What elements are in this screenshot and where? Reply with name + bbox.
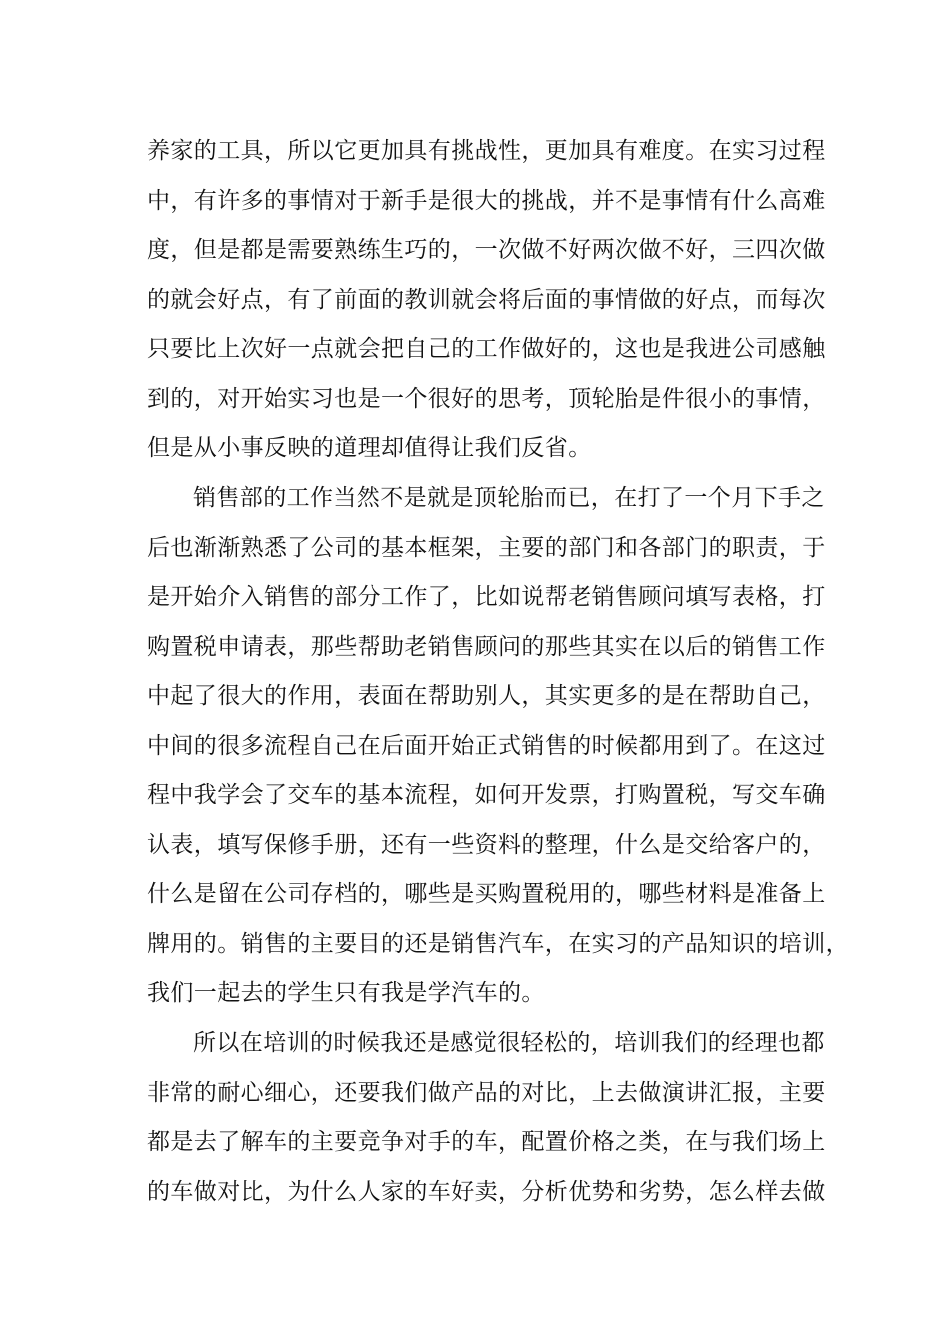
paragraph-first-line: 销售部的工作当然不是就是顶轮胎而已，在打了一个月下手之 <box>193 485 825 511</box>
paragraph-first-line: 所以在培训的时候我还是感觉很轻松的，培训我们的经理也都 <box>193 1030 825 1056</box>
text-line: 我们一起去的学生只有我是学汽车的。 <box>147 980 545 1006</box>
text-line: 但是从小事反映的道理却值得让我们反省。 <box>147 435 592 461</box>
text-line: 的就会好点，有了前面的教训就会将后面的事情做的好点，而每次 <box>147 287 826 313</box>
text-line: 认表，填写保修手册，还有一些资料的整理，什么是交给客户的， <box>147 832 826 858</box>
text-line: 牌用的。销售的主要目的还是销售汽车，在实习的产品知识的培训， <box>147 931 849 957</box>
text-line: 只要比上次好一点就会把自己的工作做好的，这也是我进公司感触 <box>147 336 826 362</box>
text-line: 中，有许多的事情对于新手是很大的挑战，并不是事情有什么高难 <box>147 188 826 214</box>
text-line: 到的，对开始实习也是一个很好的思考，顶轮胎是件很小的事情， <box>147 386 826 412</box>
text-line: 中间的很多流程自己在后面开始正式销售的时候都用到了。在这过 <box>147 733 826 759</box>
text-line: 什么是留在公司存档的，哪些是买购置税用的，哪些材料是准备上 <box>147 881 826 907</box>
text-line: 都是去了解车的主要竞争对手的车，配置价格之类，在与我们场上 <box>147 1129 826 1155</box>
text-line: 程中我学会了交车的基本流程，如何开发票，打购置税，写交车确 <box>147 782 826 808</box>
text-line: 中起了很大的作用，表面在帮助别人，其实更多的是在帮助自己， <box>147 683 826 709</box>
text-line: 购置税申请表，那些帮助老销售顾问的那些其实在以后的销售工作 <box>147 634 826 660</box>
text-line: 的车做对比，为什么人家的车好卖，分析优势和劣势，怎么样去做 <box>147 1179 826 1205</box>
text-line: 非常的耐心细心，还要我们做产品的对比，上去做演讲汇报，主要 <box>147 1080 826 1106</box>
text-line: 度，但是都是需要熟练生巧的，一次做不好两次做不好，三四次做 <box>147 237 826 263</box>
text-line: 养家的工具，所以它更加具有挑战性，更加具有难度。在实习过程 <box>147 138 826 164</box>
text-line: 是开始介入销售的部分工作了，比如说帮老销售顾问填写表格，打 <box>147 584 826 610</box>
text-line: 后也渐渐熟悉了公司的基本框架，主要的部门和各部门的职责，于 <box>147 535 826 561</box>
